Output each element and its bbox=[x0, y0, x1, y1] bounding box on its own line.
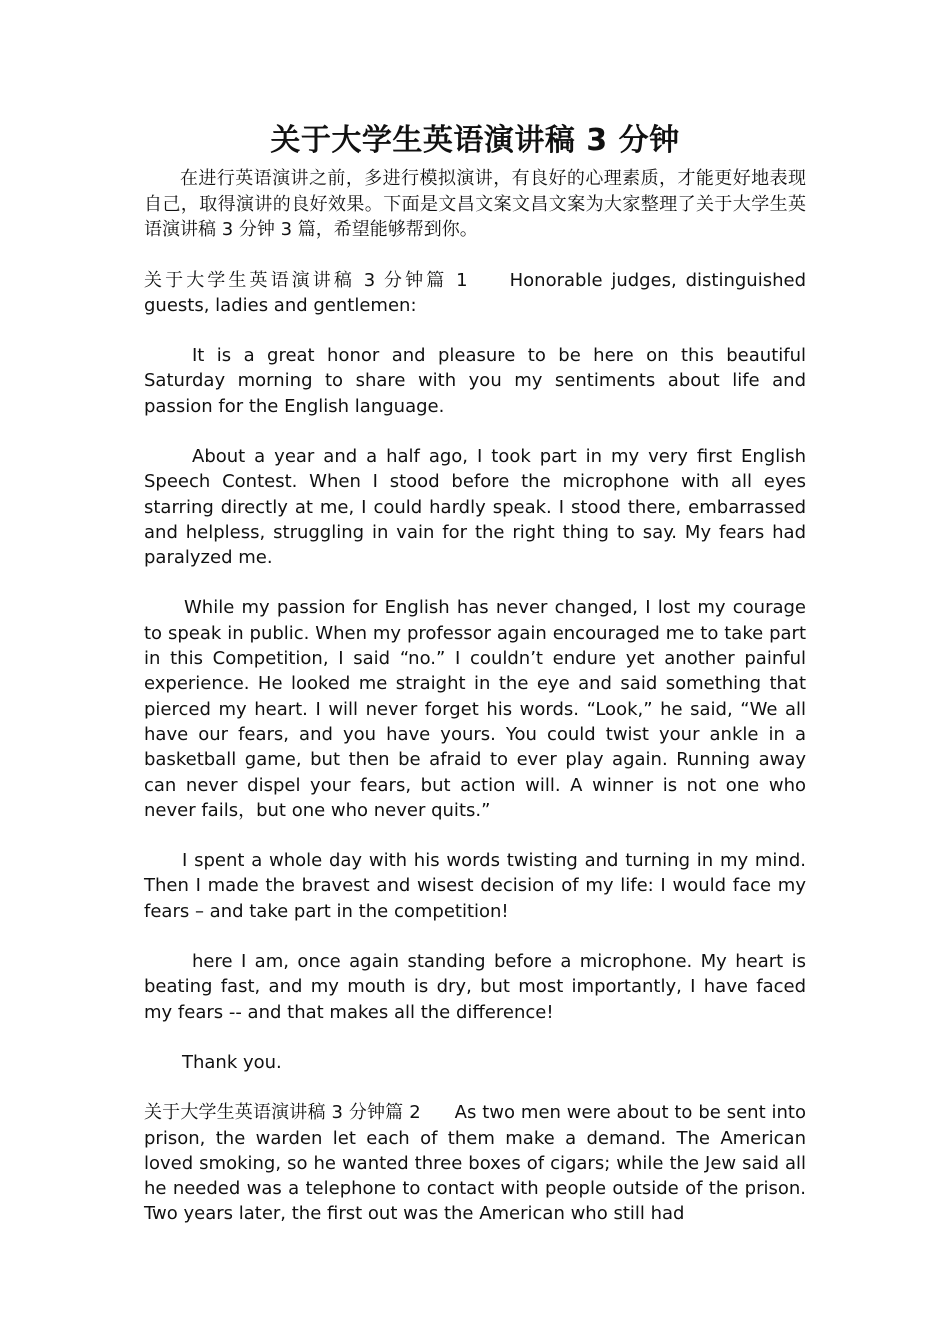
section1-paragraph-4: I spent a whole day with his words twisting and turning in my mind. Then I made the bravest and wisest decision of my life: I would face my fears – and take part in the competition! bbox=[144, 850, 806, 922]
section1-paragraph-3: While my passion for English has never changed, I lost my courage to speak in public. When my professor again encouraged me to take part in this Competition, I said “no.” I couldn’t endure yet another painful experience. He looked me straight in the eye and said something that pierced my heart. I will never forget his words. “Look,” he said, “We all have our fears, and you have yours. You could twist your ankle in a basketball game, but then be afraid to ever play again. Running away can never dispel your fears, but action will. A winner is not one who never fails，but one who never quits.” bbox=[144, 597, 806, 821]
intro-paragraph: 在进行英语演讲之前，多进行模拟演讲，有良好的心理素质，才能更好地表现自己，取得演讲的良好效果。下面是文昌文案文昌文案为大家整理了关于大学生英语演讲稿 3 分钟 3 篇，希望能够帮到你。 bbox=[144, 168, 806, 240]
section2-opening: As two men were about to be sent into prison, the warden let each of them make a demand. The American loved smoking, so he wanted three boxes of cigars; while the Jew said all he needed was a telephone to contact with people outside of the prison. Two years later, the first out was the American who still had bbox=[144, 1102, 806, 1225]
section1-paragraph-2: About a year and a half ago, I took part in my very first English Speech Contest. When I stood before the microphone with all eyes starring directly at me, I could hardly speak. I stood there, embarrassed and helpless, struggling in vain for the right thing to say. My fears had paralyzed me. bbox=[144, 445, 806, 569]
section2-heading: 关于大学生英语演讲稿 3 分钟篇 2 bbox=[144, 1102, 421, 1124]
section1-paragraph-6: Thank you. bbox=[182, 1051, 282, 1073]
section1-paragraph-5: here I am, once again standing before a microphone. My heart is beating fast, and my mouth is dry, but most importantly, I have faced my fears -- and that makes all the difference! bbox=[144, 951, 806, 1023]
section2-heading-paragraph bbox=[144, 1100, 806, 1226]
section1-heading-paragraph bbox=[144, 268, 806, 319]
document-page bbox=[144, 118, 806, 1227]
section1-opening: Honorable judges, distinguished guests, ladies and gentlemen: bbox=[144, 269, 806, 316]
section1-heading: 关于大学生英语演讲稿 3 分钟篇 1 bbox=[144, 269, 468, 291]
document-title: 关于大学生英语演讲稿 3 分钟 bbox=[270, 123, 680, 158]
section1-paragraph-1: It is a great honor and pleasure to be here on this beautiful Saturday morning to share with you my sentiments about life and passion for the English language. bbox=[144, 345, 806, 417]
